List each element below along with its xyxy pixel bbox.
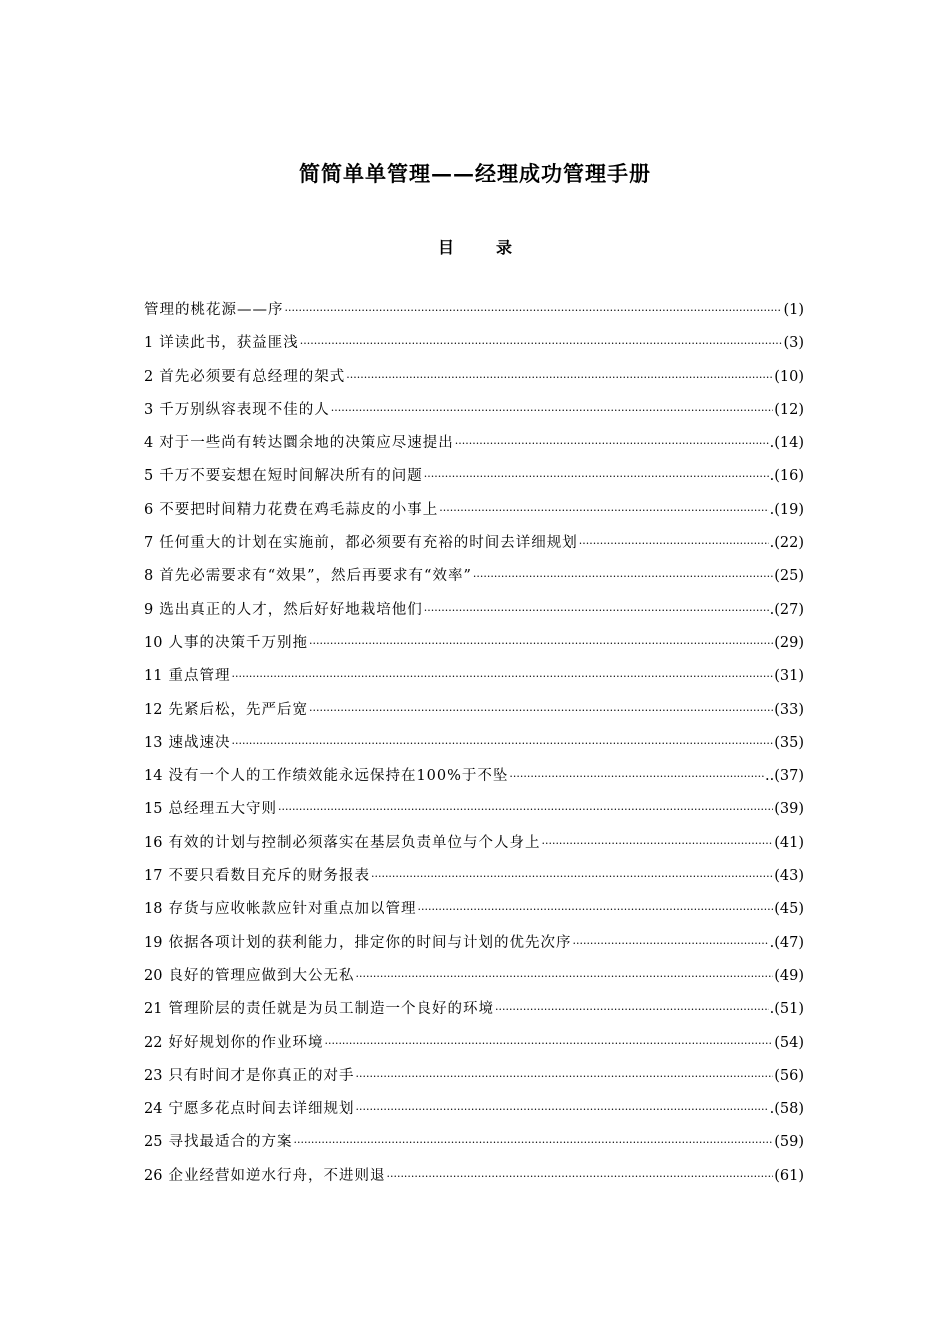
toc-entry-number: 10 (144, 634, 163, 651)
toc-entry-title: 总经理五大守则 (168, 801, 277, 818)
toc-entry-number: 18 (144, 901, 163, 918)
toc-entry[interactable] (144, 763, 804, 796)
toc-entry-number: 26 (144, 1167, 163, 1184)
toc-entry-page: (35) (774, 734, 804, 751)
toc-entry-page: (33) (774, 701, 804, 718)
toc-entry[interactable] (144, 463, 804, 496)
toc-leader-dots (424, 463, 769, 490)
toc-leader-dots (300, 330, 783, 357)
toc-entry-title: 宁愿多花点时间去详细规划 (168, 1101, 355, 1118)
toc-heading: 目录 (437, 238, 554, 257)
toc-entry-title: 依据各项计划的获利能力，排定你的时间与计划的优先次序 (168, 934, 572, 951)
toc-leader-dots (231, 663, 773, 690)
toc-entry[interactable] (144, 863, 804, 896)
toc-entry-title: 速战速决 (168, 734, 231, 751)
toc-entry[interactable] (144, 563, 804, 596)
toc-entry-page: (12) (774, 401, 804, 418)
toc-entry[interactable] (144, 1063, 804, 1096)
toc-leader-dots (509, 763, 764, 790)
toc-leader-dots (473, 563, 773, 590)
toc-entry-page: (49) (774, 967, 804, 984)
toc-leader-dots (278, 796, 773, 823)
toc-leader-dots (355, 963, 773, 990)
toc-entry[interactable] (144, 697, 804, 730)
toc-entry-title: 人事的决策千万别拖 (168, 634, 308, 651)
toc-entry-number: 7 (144, 535, 154, 552)
toc-leader-dots (293, 1129, 773, 1156)
toc-entry-number: 17 (144, 868, 163, 885)
toc-entry[interactable] (144, 530, 804, 563)
toc-entry-title: 有效的计划与控制必须落实在基层负责单位与个人身上 (168, 834, 541, 851)
toc-leader-dots (439, 497, 768, 524)
toc-entry-number: 25 (144, 1134, 163, 1151)
toc-entry-number: 2 (144, 368, 154, 385)
toc-leader-dots (386, 1163, 773, 1190)
toc-entry-number: 20 (144, 967, 163, 984)
toc-entry-title: 不要把时间精力花费在鸡毛蒜皮的小事上 (159, 501, 439, 518)
toc-entry[interactable] (144, 963, 804, 996)
toc-entry[interactable] (144, 297, 804, 330)
toc-leader-dots (309, 697, 773, 724)
toc-entry[interactable] (144, 364, 804, 397)
toc-entry-page: (41) (774, 834, 804, 851)
toc-entry-title: 不要只看数目充斥的财务报表 (168, 868, 370, 885)
toc-entry-page: (10) (774, 368, 804, 385)
table-of-contents (144, 297, 804, 1196)
toc-entry-number: 4 (144, 435, 154, 452)
toc-entry-page: (39) (774, 801, 804, 818)
toc-leader-dots (572, 930, 768, 957)
toc-entry[interactable] (144, 830, 804, 863)
toc-entry-title: 详读此书，获益匪浅 (159, 335, 299, 352)
toc-entry[interactable] (144, 430, 804, 463)
toc-entry[interactable] (144, 896, 804, 929)
toc-entry-number: 19 (144, 934, 163, 951)
toc-entry-number: 16 (144, 834, 163, 851)
toc-leader-dots (355, 1063, 773, 1090)
toc-entry-number: 24 (144, 1101, 163, 1118)
toc-entry-title: 管理的桃花源——序 (144, 302, 284, 318)
toc-entry-page: (56) (774, 1067, 804, 1084)
toc-entry[interactable] (144, 663, 804, 696)
toc-entry-number: 21 (144, 1001, 163, 1018)
toc-entry-page: .(51) (769, 1001, 804, 1018)
toc-leader-dots (417, 896, 773, 923)
toc-leader-dots (355, 1096, 768, 1123)
toc-entry-title: 良好的管理应做到大公无私 (168, 967, 355, 984)
toc-entry-title: 千万不要妄想在短时间解决所有的问题 (159, 468, 423, 485)
toc-entry-title: 选出真正的人才，然后好好地栽培他们 (159, 601, 423, 618)
toc-entry[interactable] (144, 1163, 804, 1196)
toc-entry-title: 首先必需要求有“效果”，然后再要求有“效率” (159, 568, 472, 585)
toc-entry-page: (54) (774, 1034, 804, 1051)
toc-entry-page: (3) (783, 335, 804, 352)
toc-entry-number: 5 (144, 468, 154, 485)
toc-entry-page: (31) (774, 668, 804, 685)
toc-leader-dots (346, 364, 773, 391)
toc-entry-number: 3 (144, 401, 154, 418)
toc-leader-dots (495, 996, 769, 1023)
toc-entry-number: 9 (144, 601, 154, 618)
toc-entry-page: (61) (774, 1167, 804, 1184)
toc-leader-dots (231, 730, 773, 757)
toc-entry-number: 1 (144, 335, 154, 352)
document-title: 简简单单管理——经理成功管理手册 (299, 161, 651, 186)
toc-entry-title: 只有时间才是你真正的对手 (168, 1067, 355, 1084)
toc-entry[interactable] (144, 1096, 804, 1129)
toc-entry-page: .(14) (769, 435, 804, 452)
toc-entry-page: (45) (774, 901, 804, 918)
toc-leader-dots (424, 597, 769, 624)
toc-leader-dots (579, 530, 769, 557)
toc-entry-number: 11 (144, 668, 163, 685)
toc-entry-title: 重点管理 (168, 668, 231, 685)
toc-entry-page: .(58) (769, 1101, 804, 1118)
toc-leader-dots (285, 297, 783, 324)
toc-entry-title: 企业经营如逆水行舟，不进则退 (168, 1167, 386, 1184)
toc-leader-dots (324, 1030, 773, 1057)
toc-entry-title: 任何重大的计划在实施前，都必须要有充裕的时间去详细规划 (159, 535, 578, 552)
toc-entry-number: 15 (144, 801, 163, 818)
toc-entry-page: (43) (774, 868, 804, 885)
toc-entry-page: (59) (774, 1134, 804, 1151)
toc-entry[interactable] (144, 796, 804, 829)
toc-entry-page: .(27) (769, 601, 804, 618)
toc-leader-dots (309, 630, 773, 657)
toc-entry-title: 首先必须要有总经理的架式 (159, 368, 346, 385)
toc-entry[interactable] (144, 1030, 804, 1063)
toc-entry[interactable] (144, 597, 804, 630)
toc-entry-number: 22 (144, 1034, 163, 1051)
toc-leader-dots (331, 397, 774, 424)
toc-entry-page: .(22) (769, 535, 804, 552)
toc-entry-number: 8 (144, 568, 154, 585)
toc-entry-number: 23 (144, 1067, 163, 1084)
toc-entry-page: (29) (774, 634, 804, 651)
toc-entry-number: 6 (144, 501, 154, 518)
toc-entry[interactable] (144, 397, 804, 430)
toc-entry[interactable] (144, 930, 804, 963)
toc-leader-dots (541, 830, 773, 857)
toc-entry-title: 先紧后松，先严后宽 (168, 701, 308, 718)
toc-entry-title: 存货与应收帐款应针对重点加以管理 (168, 901, 417, 918)
toc-entry-title: 千万别纵容表现不佳的人 (159, 401, 330, 418)
toc-entry[interactable] (144, 996, 804, 1029)
toc-entry-title: 没有一个人的工作绩效能永远保持在100%于不坠 (168, 768, 509, 785)
toc-entry[interactable] (144, 330, 804, 363)
toc-entry-number: 12 (144, 701, 163, 718)
toc-entry-page: (25) (774, 568, 804, 585)
toc-entry[interactable] (144, 730, 804, 763)
toc-entry[interactable] (144, 630, 804, 663)
toc-entry-page: (1) (783, 302, 804, 318)
toc-entry-title: 好好规划你的作业环境 (168, 1034, 324, 1051)
toc-entry-title: 对于一些尚有转达圜余地的决策应尽速提出 (159, 435, 454, 452)
toc-leader-dots (371, 863, 773, 890)
toc-entry-page: .(16) (769, 468, 804, 485)
toc-entry-title: 寻找最适合的方案 (168, 1134, 293, 1151)
toc-entry-page: .(19) (769, 501, 804, 518)
toc-entry-number: 13 (144, 734, 163, 751)
toc-entry-number: 14 (144, 768, 163, 785)
toc-entry[interactable] (144, 1129, 804, 1162)
toc-leader-dots (455, 430, 769, 457)
toc-entry[interactable] (144, 497, 804, 530)
toc-entry-title: 管理阶层的责任就是为员工制造一个良好的环境 (168, 1001, 494, 1018)
toc-entry-page: .(47) (769, 934, 804, 951)
toc-entry-page: ..(37) (765, 768, 804, 785)
